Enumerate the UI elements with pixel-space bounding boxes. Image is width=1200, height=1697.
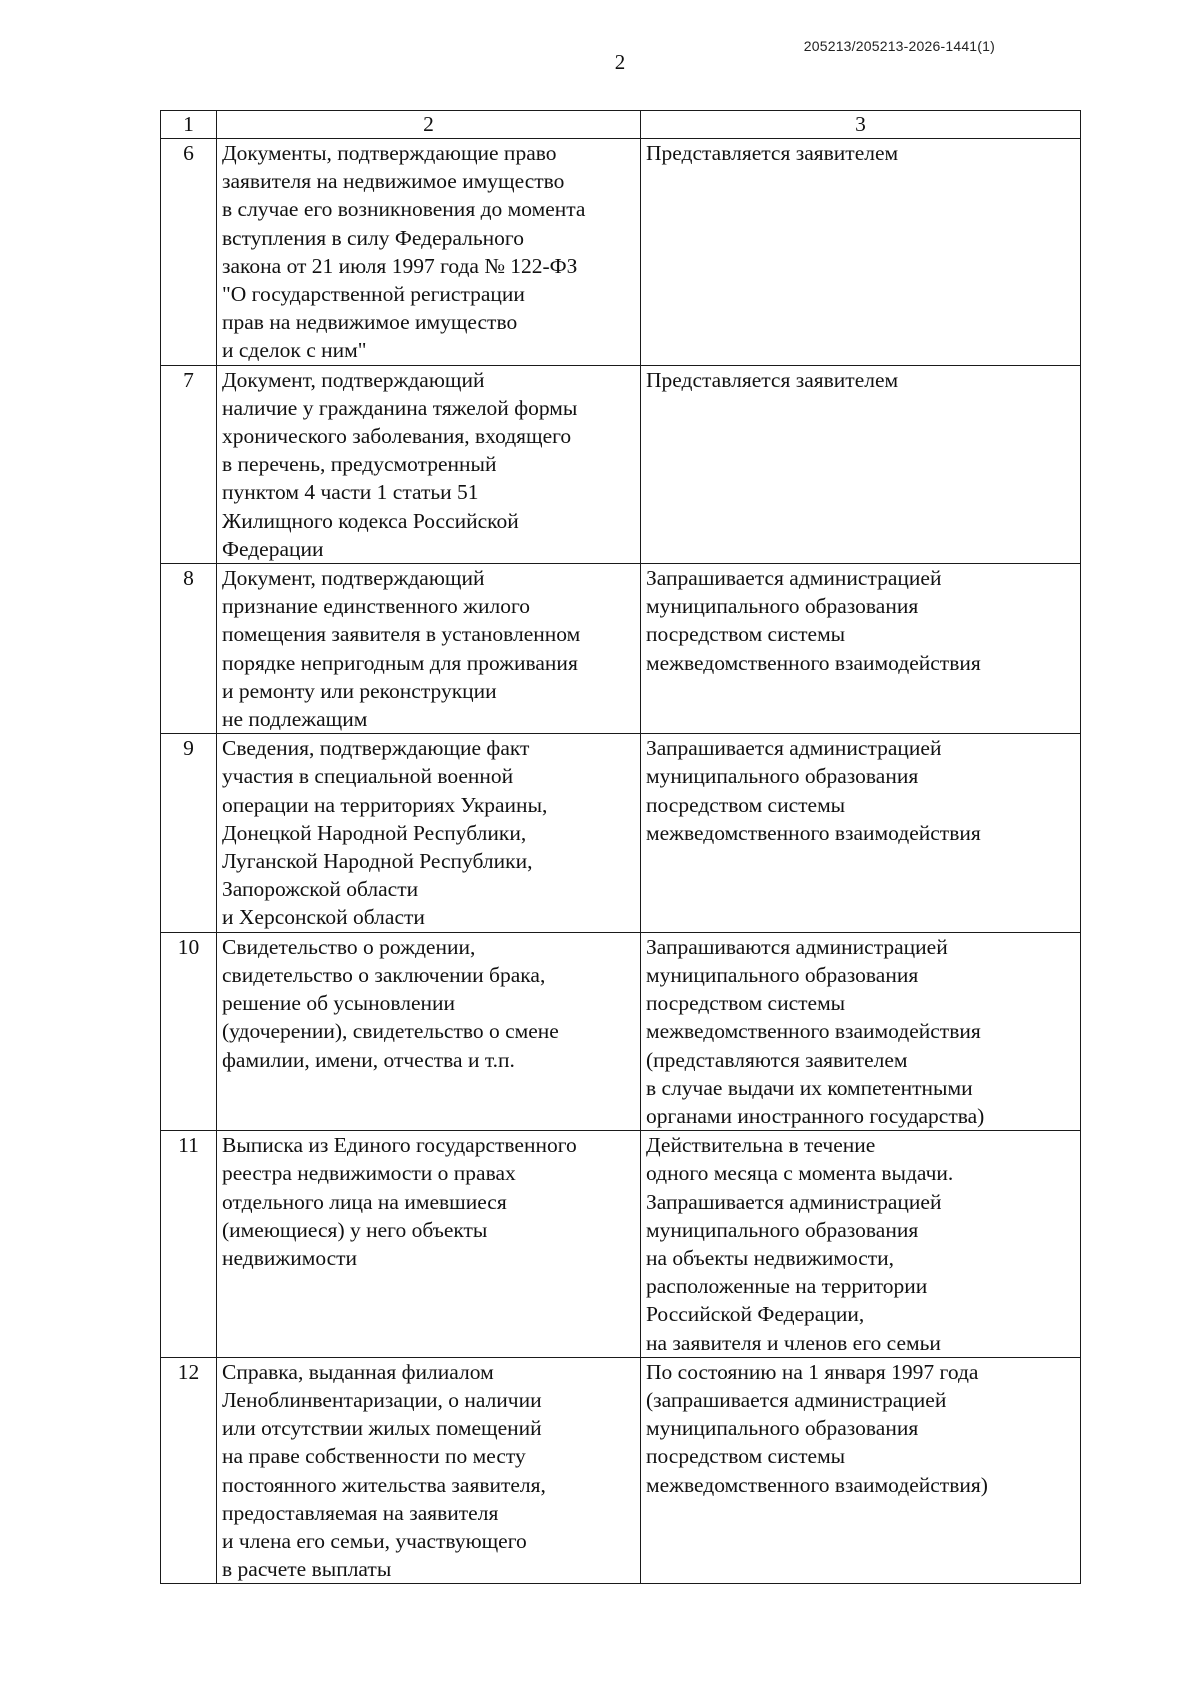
row-document: Выписка из Единого государственного реестра недвижимости о правах отдельного лица на имевшиеся (имеющиеся) у него объекты недвижимости: [217, 1131, 641, 1358]
row-note: Представляется заявителем: [641, 365, 1081, 563]
row-document: Документ, подтверждающий наличие у гражданина тяжелой формы хронического заболевания, входящего в перечень, предусмотренный пунктом 4 части 1 статьи 51 Жилищного кодекса Российской Федерации: [217, 365, 641, 563]
row-document: Документы, подтверждающие право заявителя на недвижимое имущество в случае его возникновения до момента вступления в силу Федерального закона от 21 июля 1997 года № 122-ФЗ "О государственной регистрации прав на недвижимое имущество и сделок с ним": [217, 139, 641, 366]
row-document: Свидетельство о рождении, свидетельство о заключении брака, решение об усыновлении (удочерении), свидетельство о смене фамилии, имени, отчества и т.п.: [217, 932, 641, 1130]
table-row: [161, 932, 1081, 1130]
document-id: 205213/205213-2026-1441(1): [803, 38, 995, 54]
table-row: [161, 1357, 1081, 1584]
row-number: 9: [161, 734, 217, 932]
row-document: Документ, подтверждающий признание единственного жилого помещения заявителя в установленном порядке непригодным для проживания и ремонту или реконструкции не подлежащим: [217, 564, 641, 734]
column-header-number: 1: [161, 111, 217, 139]
column-header-note: 3: [641, 111, 1081, 139]
row-note: По состоянию на 1 января 1997 года (запрашивается администрацией муниципального образования посредством системы межведомственного взаимодействия): [641, 1357, 1081, 1584]
documents-table: [160, 110, 1081, 1584]
table-header-row: [161, 111, 1081, 139]
table-row: [161, 1131, 1081, 1358]
table-row: [161, 365, 1081, 563]
row-number: 8: [161, 564, 217, 734]
row-number: 12: [161, 1357, 217, 1584]
table-row: [161, 139, 1081, 366]
row-note: Представляется заявителем: [641, 139, 1081, 366]
row-number: 6: [161, 139, 217, 366]
row-note: Запрашивается администрацией муниципального образования посредством системы межведомственного взаимодействия: [641, 734, 1081, 932]
row-number: 11: [161, 1131, 217, 1358]
row-document: Сведения, подтверждающие факт участия в специальной военной операции на территориях Украины, Донецкой Народной Республики, Луганской Народной Республики, Запорожской области и Херсонской области: [217, 734, 641, 932]
page-number: 2: [614, 50, 626, 74]
row-number: 10: [161, 932, 217, 1130]
column-header-document: 2: [217, 111, 641, 139]
table-row: [161, 734, 1081, 932]
row-note: Запрашиваются администрацией муниципального образования посредством системы межведомственного взаимодействия (представляются заявителем в случае выдачи их компетентными органами иностранного государства): [641, 932, 1081, 1130]
row-note: Действительна в течение одного месяца с момента выдачи. Запрашивается администрацией муниципального образования на объекты недвижимости, расположенные на территории Российской Федерации, на заявителя и членов его семьи: [641, 1131, 1081, 1358]
table-row: [161, 564, 1081, 734]
row-number: 7: [161, 365, 217, 563]
row-document: Справка, выданная филиалом Леноблинвентаризации, о наличии или отсутствии жилых помещений на праве собственности по месту постоянного жительства заявителя, предоставляемая на заявителя и члена его семьи, участвующего в расчете выплаты: [217, 1357, 641, 1584]
row-note: Запрашивается администрацией муниципального образования посредством системы межведомственного взаимодействия: [641, 564, 1081, 734]
